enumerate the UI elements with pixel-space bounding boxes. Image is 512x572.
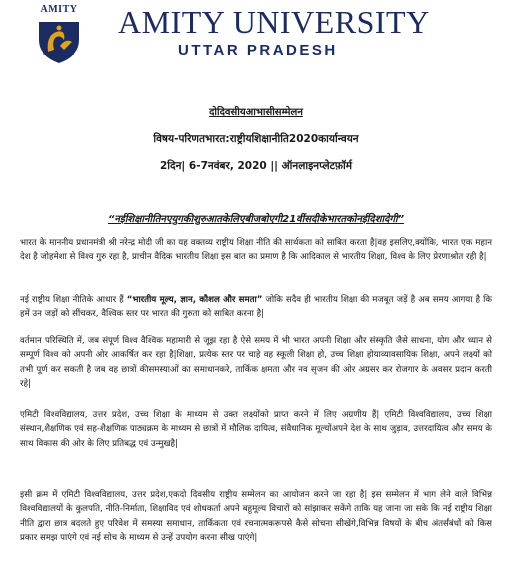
logo-bottom-text: UNIVERSITY [42,51,76,57]
nep-values-highlight: “भारतीय मूल्य, ज्ञान, कौशल और समता” [126,295,263,305]
paragraph-nep-basis-end: जोकि सदैव ही भारतीय शिक्षा की मजबूत जड़ें है अब समय आगया है कि हमें उन जड़ों को सींचकर, वैश्विक स्तर पर भारत की गुरुता को साबित करना है| [20,295,492,320]
paragraph-current-situation: वर्तमान परिस्थिति में, जब संपूर्ण विश्व वैश्विक महामारी से जूझ रहा है ऐसे समय में भी भारत अपनी शिक्षा और संस्कृति जैसे साधना, योग और ध्यान से सम्पूर्ण विश्व को अपनी ओर आकर्षित कर रहा है|शिक्षा, प्रत्येक स्तर पर चाहे वह स्कूली शिक्षा हो, उच्च शिक्षा होयाव्यावसायिक शिक्षा, अपने लक्ष्यों को तभी पूर्ण कर सकती है जब वह छात्रों कीसमस्याओं का समाधानकरे, तार्किक क्षमता और नव सृजन की ओर अग्रसर कर रोजगार के अवसर प्रदान करती रहे| [20,336,492,390]
paragraph-intro: भारत के माननीय प्रधानमंत्री श्री नरेन्द्र मोदी जी का यह वक्तव्य राष्ट्रीय शिक्षा नीति की सार्थकता को साबित करता है|वह इसलिए,क्योंकि, भारत एक महान देश है जोहमेशा से विश्व गुरु रहा है, प्राचीन वैदिक भारतीय शिक्षा इस बात का प्रमाण है कि आदिकाल से भारतीय शिक्षा, विश्व के लिए प्रेरणाश्रोत रही है| [20,238,492,263]
paragraph-nep-basis-start: नई राष्ट्रीय शिक्षा नीतिके आधार हैं [20,295,127,305]
pm-quote: “नईशिक्षानीतिनएयुगकीशुरुआतकेलिएबीजबोएगी21वींसदीकेभारतकोनईदिशादेगी” [107,214,405,225]
conference-date: 2दिन| 6-7नवंबर, 2020 || ऑनलाइनप्लेटफ़ॉर्म [159,160,352,172]
logo-top-text: AMITY [40,4,78,15]
conference-title: दोदिवसीयआभासीसम्मेलन [209,107,303,118]
university-logo [14,4,104,66]
paragraph-amity-role: एमिटी विश्वविद्यालय, उत्तर प्रदेश, उच्च शिक्षा के माध्यम से उक्त लक्ष्योंको प्राप्त करने में लिए अग्रणीय हैं| एमिटी विश्वविद्यालय, उच्च शिक्षा संस्थान,शैक्षणिक एवं सह-शैक्षणिक पाठ्यक्रम के माध्यम से छात्रों में मौलिक दायित्व, संवैधानिक मूल्योंअपने देश के साथ जुड़ाव, उत्तरदायित्व और समय के साथ विकास की ओर के लिए प्रतिबद्ध एवं उन्मुखहै| [20,410,492,449]
paragraph-nep-basis [20,293,492,322]
university-name: AMITY UNIVERSITY [118,4,430,40]
university-region: UTTAR PRADESH [178,42,338,59]
paragraph-conference-purpose: इसी क्रम में एमिटी विश्वविद्यालय, उत्तर प्रदेश,एकदो दिवसीय राष्ट्रीय सम्मेलन का आयोजन करने जा रहा है| इस सम्मेलन में भाग लेने वाले विभिन्न विश्वविद्यालयों के कुलपति, नीति-निर्माता, शिक्षाविद एवं शोधकर्ता अपने बहुमूल्य विचारों को सांझाकर सकेंगे ताकि यह जाना जा सके कि नई राष्ट्रीय शिक्षा नीति द्वारा छात्र बदलते हुए परिवेश में समस्या समाधान, तार्किकता एवं रचनात्मकरूपसे कैसे सोचना सीखेंगे,विभिन्न विषयों के बीच अंतर्संबंधों को किस प्रकार समझ पाएंगे एवं नई सोच के माध्यम से उन्हें उपयोग करना सीख पाएंगे| [20,490,492,544]
conference-topic: विषय-परिणतभारत:राष्ट्रीयशिक्षानीति2020कार्यान्वयन [153,133,359,145]
header [0,0,512,72]
